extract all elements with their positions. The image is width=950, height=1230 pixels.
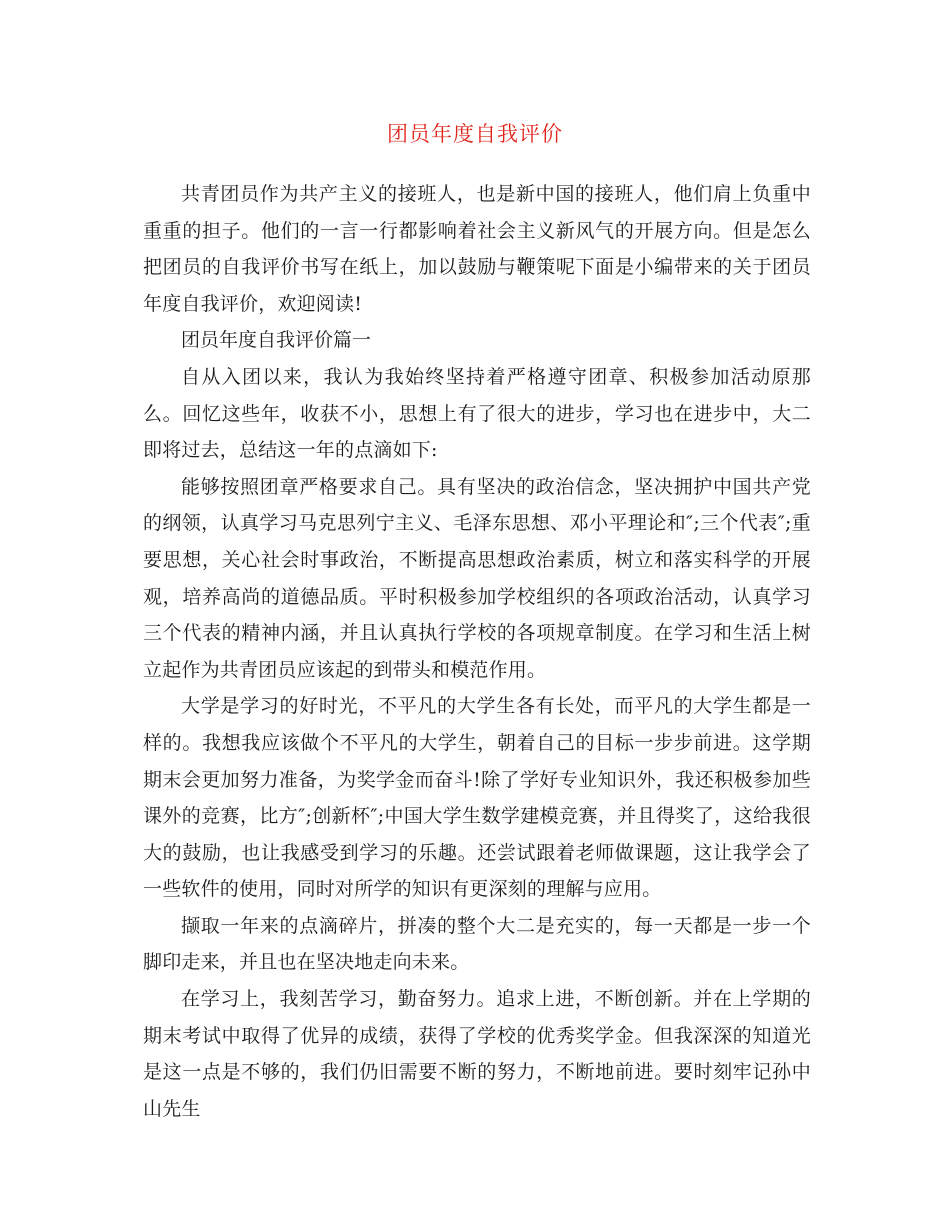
document-body: [143, 176, 811, 1127]
body-paragraph-5: 在学习上，我刻苦学习，勤奋努力。追求上进，不断创新。并在上学期的期末考试中取得了优异的成绩，获得了学校的优秀奖学金。但我深深的知道光是这一点是不够的，我们仍旧需要不断的努力，不断地前进。要时刻牢记孙中山先生: [143, 988, 811, 1120]
section-heading: 团员年度自我评价篇一: [181, 329, 372, 352]
body-paragraph-2: 能够按照团章严格要求自己。具有坚决的政治信念，坚决拥护中国共产党的纲领，认真学习马克思列宁主义、毛泽东思想、邓小平理论和″;三个代表″;重要思想，关心社会时事政治，不断提高思想政治素质，树立和落实科学的开展观，培养高尚的道德品质。平时积极参加学校组织的各项政治活动，认真学习三个代表的精神内涵，并且认真执行学校的各项规章制度。在学习和生活上树立起作为共青团员应该起的到带头和模范作用。: [143, 475, 811, 681]
body-paragraph-4: 撷取一年来的点滴碎片，拼凑的整个大二是充实的，每一天都是一步一个脚印走来，并且也在坚决地走向未来。: [143, 914, 811, 974]
intro-paragraph: 共青团员作为共产主义的接班人，也是新中国的接班人，他们肩上负重中重重的担子。他们的一言一行都影响着社会主义新风气的开展方向。但是怎么把团员的自我评价书写在纸上，加以鼓励与鞭策呢下面是小编带来的关于团员年度自我评价，欢迎阅读!: [143, 183, 811, 315]
document-title: 团员年度自我评价: [387, 122, 563, 146]
body-paragraph-3: 大学是学习的好时光，不平凡的大学生各有长处，而平凡的大学生都是一样的。我想我应该做个不平凡的大学生，朝着自己的目标一步步前进。这学期期末会更加努力准备，为奖学金而奋斗!除了学好专业知识外，我还积极参加些课外的竞赛，比方″;创新杯″;中国大学生数学建模竞赛，并且得奖了，这给我很大的鼓励，也让我感受到学习的乐趣。还尝试跟着老师做课题，这让我学会了一些软件的使用，同时对所学的知识有更深刻的理解与应用。: [143, 695, 811, 901]
body-paragraph-1: 自从入团以来，我认为我始终坚持着严格遵守团章、积极参加活动原那么。回忆这些年，收获不小，思想上有了很大的进步，学习也在进步中，大二即将过去，总结这一年的点滴如下:: [143, 365, 811, 462]
